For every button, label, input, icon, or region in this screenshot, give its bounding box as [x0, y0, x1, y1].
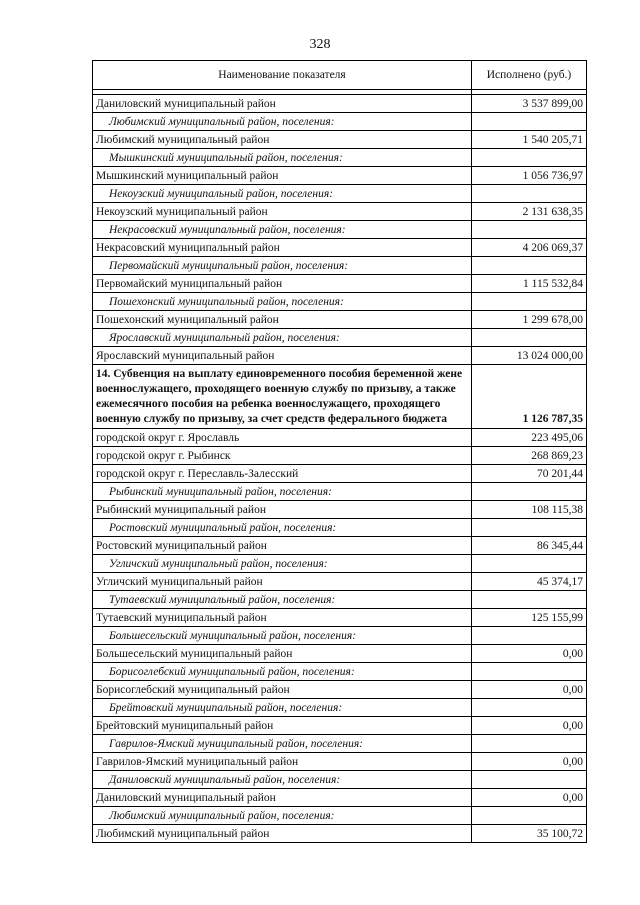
row-name: Рыбинский муниципальный район — [93, 501, 472, 519]
table-row — [93, 681, 587, 699]
page-number: 328 — [309, 37, 331, 52]
row-amount: 125 155,99 — [472, 609, 587, 627]
table-row — [93, 429, 587, 447]
subheading-row — [93, 483, 587, 501]
row-amount: 1 056 736,97 — [472, 167, 587, 185]
row-amount: 1 115 532,84 — [472, 275, 587, 293]
table-row — [93, 95, 587, 113]
row-amount: 2 131 638,35 — [472, 203, 587, 221]
report-table — [92, 60, 587, 843]
subheading-row — [93, 807, 587, 825]
subheading-row — [93, 627, 587, 645]
subheading-label: Некоузский муниципальный район, поселения: — [93, 185, 472, 203]
row-amount: 70 201,44 — [472, 465, 587, 483]
row-amount — [472, 771, 587, 789]
subheading-label: Угличский муниципальный район, поселения: — [93, 555, 472, 573]
row-name: Борисоглебский муниципальный район — [93, 681, 472, 699]
subheading-label: Борисоглебский муниципальный район, поселения: — [93, 663, 472, 681]
subheading-label: Брейтовский муниципальный район, поселения: — [93, 699, 472, 717]
subheading-row — [93, 149, 587, 167]
subheading-row — [93, 221, 587, 239]
row-amount: 35 100,72 — [472, 825, 587, 843]
subheading-row — [93, 735, 587, 753]
subheading-row — [93, 663, 587, 681]
subheading-label: Рыбинский муниципальный район, поселения: — [93, 483, 472, 501]
row-amount: 0,00 — [472, 681, 587, 699]
subheading-row — [93, 555, 587, 573]
subheading-label: Пошехонский муниципальный район, поселения: — [93, 293, 472, 311]
row-amount — [472, 185, 587, 203]
row-name: городской округ г. Рыбинск — [93, 447, 472, 465]
row-name: Любимский муниципальный район — [93, 825, 472, 843]
table-row — [93, 465, 587, 483]
row-amount — [472, 627, 587, 645]
row-amount: 1 299 678,00 — [472, 311, 587, 329]
table-row — [93, 275, 587, 293]
subheading-label: Тутаевский муниципальный район, поселения: — [93, 591, 472, 609]
table-row — [93, 753, 587, 771]
row-name: Ростовский муниципальный район — [93, 537, 472, 555]
row-name: Ярославский муниципальный район — [93, 347, 472, 365]
column-header-amount: Исполнено (руб.) — [472, 61, 587, 90]
row-name: Брейтовский муниципальный район — [93, 717, 472, 735]
table-row — [93, 347, 587, 365]
row-amount — [472, 663, 587, 681]
subheading-row — [93, 591, 587, 609]
row-amount — [472, 149, 587, 167]
row-amount — [472, 113, 587, 131]
subheading-row — [93, 293, 587, 311]
table-row — [93, 825, 587, 843]
section-row — [93, 365, 587, 429]
row-amount: 0,00 — [472, 789, 587, 807]
subheading-label: Любимский муниципальный район, поселения: — [93, 807, 472, 825]
subheading-label: Ярославский муниципальный район, поселения: — [93, 329, 472, 347]
row-amount — [472, 591, 587, 609]
row-name: Некрасовский муниципальный район — [93, 239, 472, 257]
row-amount: 13 024 000,00 — [472, 347, 587, 365]
subheading-label: Даниловский муниципальный район, поселения: — [93, 771, 472, 789]
subheading-row — [93, 329, 587, 347]
subheading-label: Гаврилов-Ямский муниципальный район, поселения: — [93, 735, 472, 753]
row-amount — [472, 807, 587, 825]
row-amount — [472, 519, 587, 537]
row-name: Даниловский муниципальный район — [93, 789, 472, 807]
subheading-label: Большесельский муниципальный район, поселения: — [93, 627, 472, 645]
subheading-row — [93, 185, 587, 203]
table-row — [93, 131, 587, 149]
row-amount: 86 345,44 — [472, 537, 587, 555]
section-amount: 1 126 787,35 — [472, 365, 587, 429]
row-amount: 0,00 — [472, 717, 587, 735]
subheading-row — [93, 519, 587, 537]
row-amount — [472, 329, 587, 347]
table-row — [93, 501, 587, 519]
table-row — [93, 203, 587, 221]
row-amount: 268 869,23 — [472, 447, 587, 465]
subheading-label: Мышкинский муниципальный район, поселения: — [93, 149, 472, 167]
table-row — [93, 447, 587, 465]
row-amount: 3 537 899,00 — [472, 95, 587, 113]
table-row — [93, 311, 587, 329]
row-amount: 4 206 069,37 — [472, 239, 587, 257]
table-row — [93, 789, 587, 807]
row-amount: 108 115,38 — [472, 501, 587, 519]
row-name: городской округ г. Ярославль — [93, 429, 472, 447]
row-name: Некоузский муниципальный район — [93, 203, 472, 221]
table-header — [93, 61, 587, 90]
row-amount — [472, 555, 587, 573]
table-row — [93, 573, 587, 591]
row-name: Пошехонский муниципальный район — [93, 311, 472, 329]
row-name: Гаврилов-Ямский муниципальный район — [93, 753, 472, 771]
row-name: Даниловский муниципальный район — [93, 95, 472, 113]
row-amount — [472, 293, 587, 311]
row-name: Любимский муниципальный район — [93, 131, 472, 149]
row-amount — [472, 257, 587, 275]
subheading-label: Ростовский муниципальный район, поселения: — [93, 519, 472, 537]
subheading-row — [93, 257, 587, 275]
table-row — [93, 609, 587, 627]
table-row — [93, 645, 587, 663]
row-amount: 0,00 — [472, 753, 587, 771]
row-amount: 45 374,17 — [472, 573, 587, 591]
table-body — [93, 90, 587, 843]
section-title: 14. Субвенция на выплату единовременного пособия беременной жене военнослужащего, проходящего военную службу по призыву, а также ежемесячного пособия на ребенка военнослужащего, проходящего военную службу по призыву, за счет средств федерального бюджета — [93, 365, 472, 429]
table-row — [93, 167, 587, 185]
row-name: городской округ г. Переславль-Залесский — [93, 465, 472, 483]
row-amount — [472, 221, 587, 239]
subheading-label: Любимский муниципальный район, поселения: — [93, 113, 472, 131]
row-amount: 223 495,06 — [472, 429, 587, 447]
row-name: Мышкинский муниципальный район — [93, 167, 472, 185]
subheading-label: Некрасовский муниципальный район, поселения: — [93, 221, 472, 239]
subheading-label: Первомайский муниципальный район, поселения: — [93, 257, 472, 275]
row-amount: 0,00 — [472, 645, 587, 663]
row-amount — [472, 483, 587, 501]
subheading-row — [93, 113, 587, 131]
row-amount — [472, 699, 587, 717]
header-row — [93, 61, 587, 90]
column-header-name: Наименование показателя — [93, 61, 472, 90]
row-name: Угличский муниципальный район — [93, 573, 472, 591]
row-name: Большесельский муниципальный район — [93, 645, 472, 663]
subheading-row — [93, 699, 587, 717]
row-name: Тутаевский муниципальный район — [93, 609, 472, 627]
table-row — [93, 537, 587, 555]
table-row — [93, 717, 587, 735]
subheading-row — [93, 771, 587, 789]
table-row — [93, 239, 587, 257]
row-name: Первомайский муниципальный район — [93, 275, 472, 293]
row-amount — [472, 735, 587, 753]
row-amount: 1 540 205,71 — [472, 131, 587, 149]
